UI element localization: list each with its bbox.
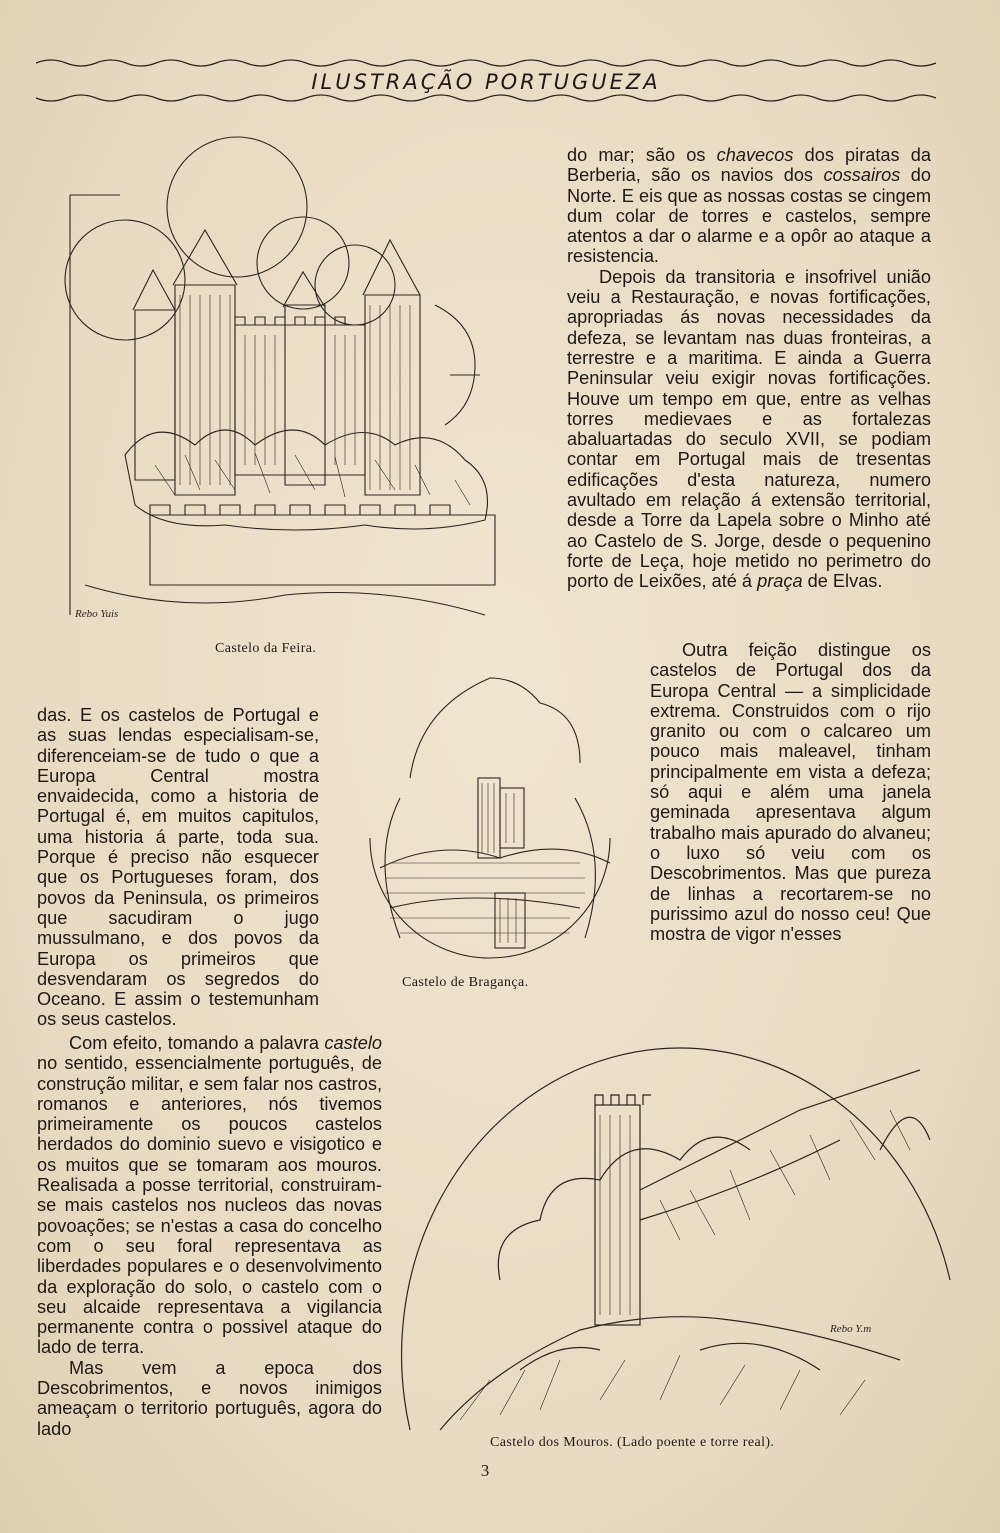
right-column-top-text xyxy=(567,145,931,592)
paragraph: Com efeito, tomando a palavra castelo no sentido, essencialmente português, de construção militar, e sem falar nos castros, romanos e anteriores, nós tivemos primeiramente os poucos castelos herdados do dominio suevo e visigotico e os muitos que se tomaram aos mouros. Realisada a posse territorial, construiram-se mais castelos nos nucleos das novas povoações; se n'estas a casa do concelho com o seu foral representava as liberdades populares e o desenvolvimento da exploração do solo, o castelo com o seu alcaide representava a vigilancia permanente contra o possivel ataque do lado de terra. xyxy=(37,1033,382,1358)
caption-castelo-da-feira: Castelo da Feira. xyxy=(215,641,317,656)
caption-castelo-dos-mouros: Castelo dos Mouros. (Lado poente e torre real). xyxy=(490,1435,775,1450)
caption-castelo-de-braganca: Castelo de Bragança. xyxy=(402,975,529,990)
feira-signature: Rebo Yuis xyxy=(75,608,119,620)
mouros-signature: Rebo Y.m xyxy=(830,1323,872,1335)
castelo-dos-mouros-illustration xyxy=(400,1020,955,1438)
paragraph: do mar; são os chavecos dos piratas da Berberia, são os navios dos cossairos do Norte. E eis que as nossas costas se cingem dum colar de torres e castelos, sempre atentos a dar o alarme e a opôr ao ataque a resistencia. xyxy=(567,145,931,267)
magazine-title: ILUSTRAÇÃO PORTUGUEZA xyxy=(311,70,661,94)
paragraph: Depois da transitoria e insofrivel união veiu a Restauração, e novas fortificações, apropriadas ás novas necessidades da defeza, se levantam nas duas fronteiras, a terrestre e a maritima. E ainda a Guerra Peninsular veiu exigir novas fortificações. Houve um tempo em que, entre as velhas torres medievaes e as fortalezas abaluartadas do seculo XVII, se podiam contar em Portugal mais de tresentas edificações d'esta natureza, numero avultado em relação á extensão territorial, desde a Torre da Lapela sobre o Minho até ao Castelo de S. Jorge, desde o pequenino forte de Leça, hoje metido no perimetro do porto de Leixões, até á praça de Elvas. xyxy=(567,266,931,592)
paragraph: Mas vem a epoca dos Descobrimentos, e novos inimigos ameaçam o territorio português, agora do lado xyxy=(37,1357,382,1439)
paragraph: das. E os castelos de Portugal e as suas lendas especialisam-se, diferenceiam-se de tudo o que a Europa Central mostra envaidecida, como a historia de Portugal é, em muitos capitulos, uma historia á parte, toda sua. Porque é preciso não esquecer que os Portugueses foram, dos povos da Peninsula, os primeiros que sacudiram o jugo mussulmano, e dos povos da Europa os primeiros que desvendaram os segredos do Oceano. E assim o testemunham os seus castelos. xyxy=(37,705,319,1030)
paragraph: Outra feição distingue os castelos de Portugal dos da Europa Central — a simplicidade extrema. Construidos com o rijo granito ou com o calcareo um pouco mais maleavel, tinham principalmente em vista a defeza; só aqui e além uma janela geminada apresentava algum trabalho mais apurado do alvaneu; o luxo só veiu com os Descobrimentos. Mas que pureza de linhas a recortarem-se no purissimo azul do nosso ceu! Que mostra de vigor n'esses xyxy=(650,640,931,945)
castelo-da-feira-illustration xyxy=(55,135,515,640)
left-column-text-upper xyxy=(37,705,319,1030)
page-number: 3 xyxy=(480,1461,490,1480)
masthead xyxy=(36,55,936,110)
left-column-text-lower xyxy=(37,1033,382,1439)
castelo-de-braganca-illustration xyxy=(360,668,620,973)
right-column-middle-text xyxy=(650,640,931,944)
